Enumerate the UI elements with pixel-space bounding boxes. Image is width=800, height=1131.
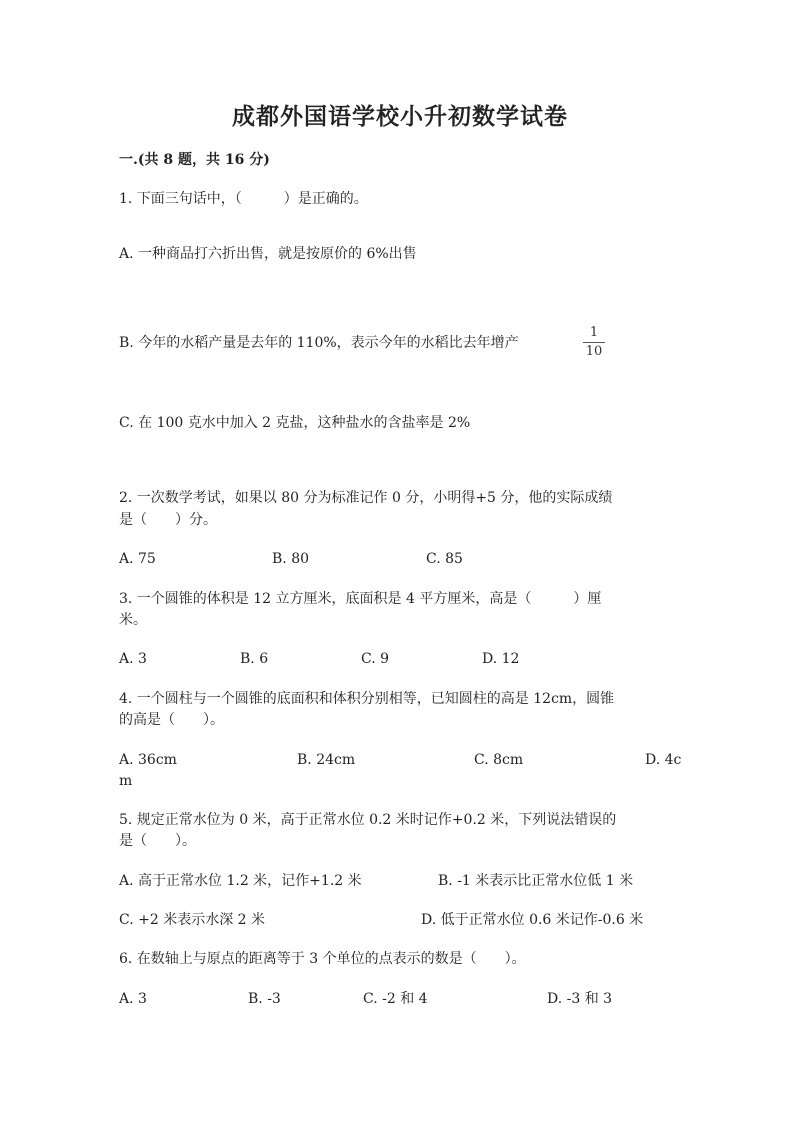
question-2-stem-line2: 是（ ）分。 <box>119 512 217 528</box>
question-5-stem-line2: 是（ ）。 <box>119 833 196 849</box>
fraction-denominator: 10 <box>585 344 603 359</box>
question-3-option-b: B. 6 <box>240 651 269 667</box>
question-4-option-d-line2: m <box>119 773 133 789</box>
question-4-option-d-line1: D. 4c <box>645 752 682 768</box>
fraction-one-tenth <box>583 326 605 359</box>
question-5-option-a: A. 高于正常水位 1.2 米，记作+1.2 米 <box>119 873 362 889</box>
question-4-option-c: C. 8cm <box>474 752 524 768</box>
question-3-option-d: D. 12 <box>482 651 520 667</box>
question-5-stem-line1: 5. 规定正常水位为 0 米，高于正常水位 0.2 米时记作+0.2 米，下列说法错误的 <box>119 812 617 828</box>
question-5-option-b: B. -1 米表示比正常水位低 1 米 <box>438 873 634 889</box>
page-title: 成都外国语学校小升初数学试卷 <box>232 103 568 130</box>
question-1-option-a: A. 一种商品打六折出售，就是按原价的 6%出售 <box>119 246 417 262</box>
question-4-option-b: B. 24cm <box>297 752 356 768</box>
question-6-option-c: C. -2 和 4 <box>363 991 428 1007</box>
fraction-bar <box>583 342 605 343</box>
question-1-stem: 1. 下面三句话中，（ ）是正确的。 <box>119 191 368 207</box>
section-heading: 一.(共 8 题，共 16 分) <box>119 152 270 168</box>
question-3-stem-line2: 米。 <box>119 612 147 628</box>
question-6-stem: 6. 在数轴上与原点的距离等于 3 个单位的点表示的数是（ ）。 <box>119 951 526 967</box>
fraction-numerator: 1 <box>589 325 599 340</box>
question-5-option-d: D. 低于正常水位 0.6 米记作-0.6 米 <box>421 912 644 928</box>
question-2-option-b: B. 80 <box>272 551 310 567</box>
question-6-option-d: D. -3 和 3 <box>547 991 613 1007</box>
question-2-stem-line1: 2. 一次数学考试，如果以 80 分为标准记作 0 分，小明得+5 分，他的实际成绩 <box>119 490 613 506</box>
question-3-option-c: C. 9 <box>361 651 390 667</box>
question-6-option-b: B. -3 <box>248 991 281 1007</box>
question-2-option-a: A. 75 <box>119 551 156 567</box>
question-4-option-a: A. 36cm <box>119 752 177 768</box>
question-1-option-c: C. 在 100 克水中加入 2 克盐，这种盐水的含盐率是 2% <box>119 415 471 431</box>
question-3-stem-line1: 3. 一个圆锥的体积是 12 立方厘米，底面积是 4 平方厘米，高是（ ）厘 <box>119 591 602 607</box>
question-1-option-b: B. 今年的水稻产量是去年的 110%，表示今年的水稻比去年增产 <box>119 335 519 351</box>
question-2-option-c: C. 85 <box>426 551 463 567</box>
question-4-stem-line2: 的高是（ ）。 <box>119 712 224 728</box>
question-3-option-a: A. 3 <box>119 651 147 667</box>
question-5-option-c: C. +2 米表示水深 2 米 <box>119 912 266 928</box>
question-6-option-a: A. 3 <box>119 991 147 1007</box>
question-4-stem-line1: 4. 一个圆柱与一个圆锥的底面积和体积分别相等，已知圆柱的高是 12cm，圆锥 <box>119 691 615 707</box>
